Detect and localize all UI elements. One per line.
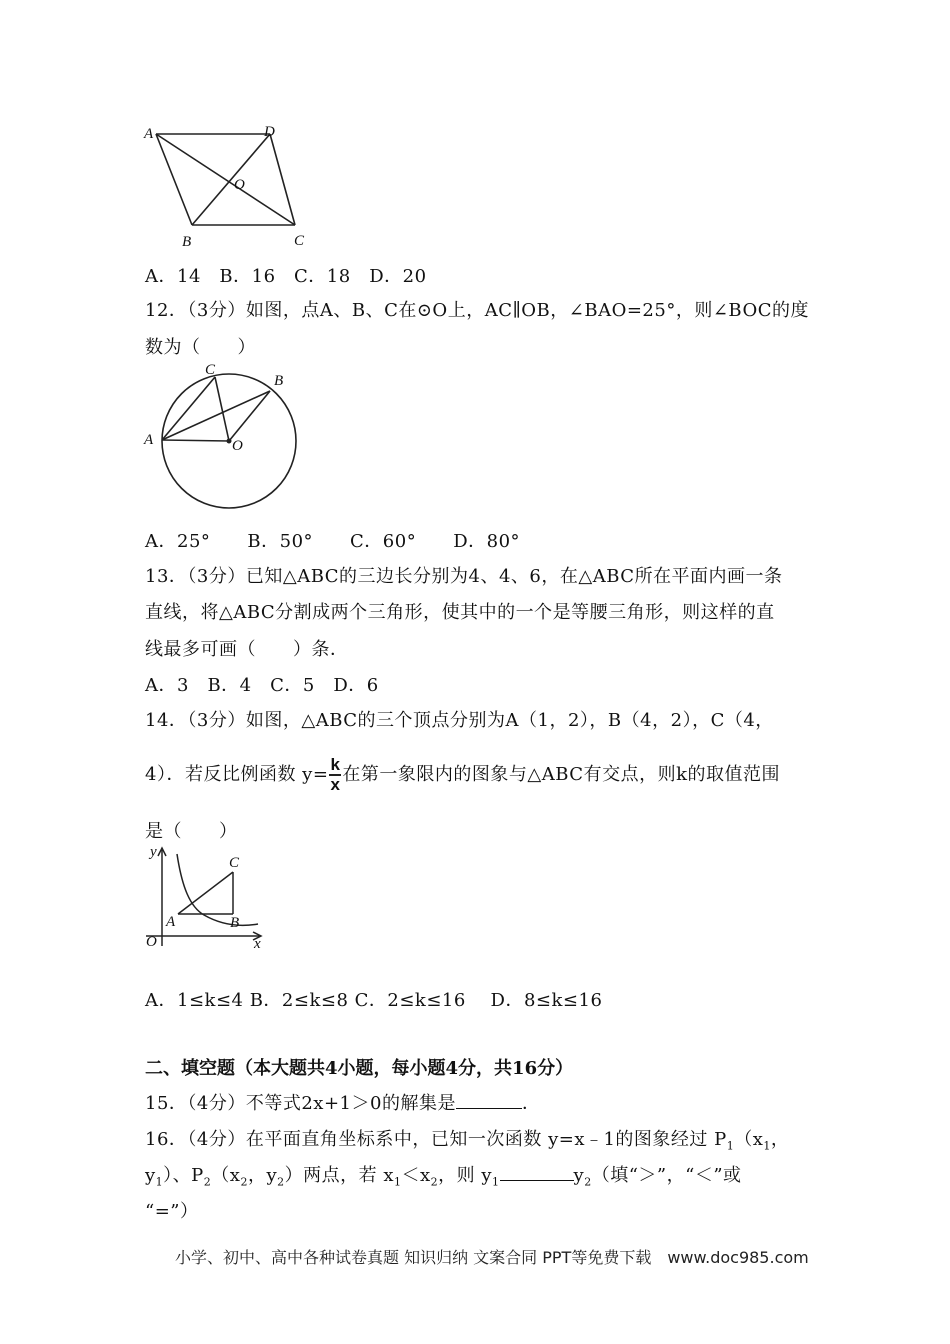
q12-line2: 数为（ ） — [145, 337, 256, 358]
answer-blank — [456, 1092, 522, 1109]
fraction-k-over-x: $\frac{k}{x}$ — [330, 755, 341, 794]
q14-line2: 4）．若反比例函数 y= $\frac{k}{x}$ 在第一象限内的图象与△ABC有交点，则k的取值范围 — [145, 755, 780, 794]
q13-line1: 13．（3分）已知△ABC的三边长分别为4、4、6，在△ABC所在平面内画一条 — [145, 566, 783, 587]
q13-options: A．3 B．4 C．5 D．6 — [145, 675, 379, 696]
graph-figure — [140, 842, 280, 952]
q14-options: A．1≤k≤4 B．2≤k≤8 C．2≤k≤16 D．8≤k≤16 — [145, 990, 603, 1011]
q14-line1: 14．（3分）如图，△ABC的三个顶点分别为A（1，2），B（4，2），C（4， — [145, 710, 774, 731]
q12-options: A．25° B．50° C．60° D．80° — [145, 531, 521, 552]
label-o: O — [232, 438, 243, 454]
q13-line3: 线最多可画（ ）条． — [145, 639, 349, 660]
label-a: A — [144, 126, 154, 142]
q16-line3: “=”） — [145, 1201, 199, 1222]
q14-line3: 是（ ） — [145, 821, 238, 842]
label-a: A — [144, 432, 154, 448]
label-b: B — [230, 915, 240, 931]
q12-line1: 12．（3分）如图，点A、B、C在⊙O上，AC∥OB，∠BAO=25°，则∠BOC的度 — [145, 300, 809, 321]
answer-blank — [500, 1164, 574, 1181]
q11-options: A．14 B．16 C．18 D．20 — [145, 266, 427, 287]
label-b: B — [274, 373, 284, 389]
label-y: y — [150, 844, 157, 860]
label-x: x — [254, 936, 261, 952]
label-o: O — [146, 934, 157, 950]
label-c: C — [229, 855, 240, 871]
label-a: A — [166, 914, 176, 930]
label-b: B — [182, 234, 192, 250]
label-d: D — [264, 124, 275, 140]
q13-line2: 直线，将△ABC分割成两个三角形，使其中的一个是等腰三角形，则这样的直 — [145, 602, 775, 623]
label-o: O — [234, 177, 245, 193]
q16-line2: $y_1$）、$P_2(x_2$，$y_2$）两点，若 $x_1<x_2$，则 $y_1$ $y_2$（填“＞”，“＜”或 — [145, 1165, 742, 1189]
q15: 15．（4分）不等式2x+1＞0的解集是 ． — [145, 1093, 541, 1114]
section-heading: 二、填空题（本大题共4小题，每小题4分，共16分） — [145, 1058, 574, 1079]
footer-text: 小学、初中、高中各种试卷真题 知识归纳 文案合同 PPT等免费下载 www.doc985.com — [175, 1248, 809, 1267]
label-c: C — [294, 233, 305, 249]
circle-figure — [140, 362, 300, 512]
q16-line1: 16．（4分）在平面直角坐标系中，已知一次函数 y=x﹣1的图象经过 $P_1(x_1$， — [145, 1129, 790, 1153]
rhombus-figure — [140, 118, 320, 253]
label-c: C — [205, 362, 216, 378]
